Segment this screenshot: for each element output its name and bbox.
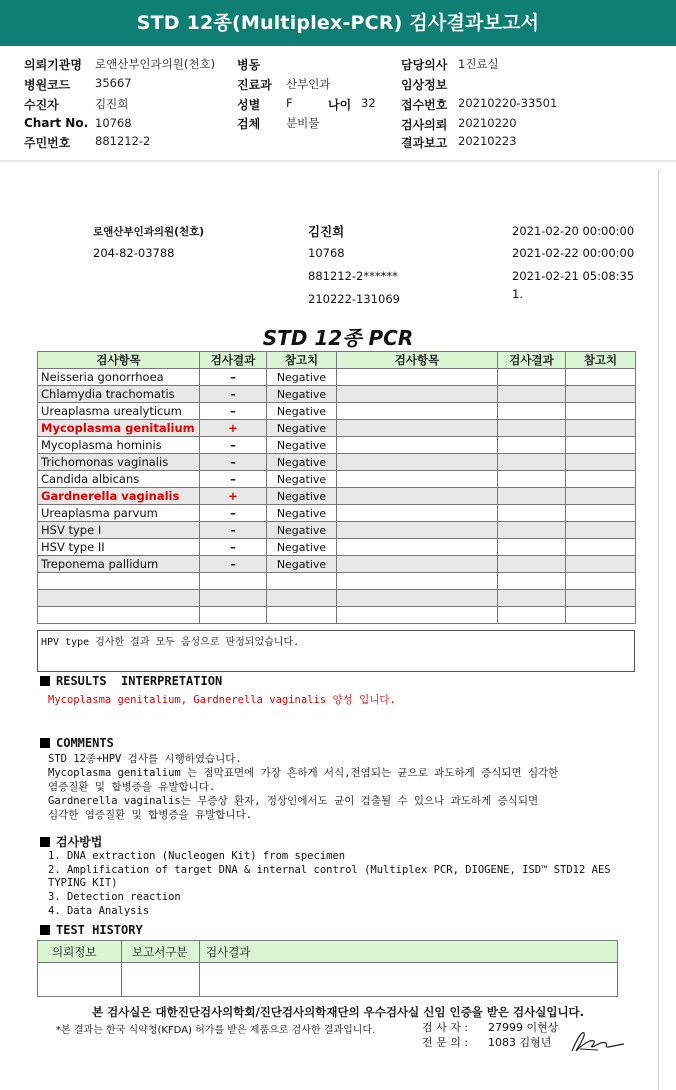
test-reference: Negative: [267, 403, 337, 420]
business-number: 204-82-03788: [93, 246, 175, 260]
empty-cell: [200, 573, 267, 590]
test-result: –: [200, 386, 267, 403]
request-date: [401, 116, 517, 133]
results-row: [38, 590, 636, 607]
empty-cell: [337, 573, 498, 590]
square-bullet-icon: [40, 676, 50, 686]
empty-cell: [566, 556, 636, 573]
empty-cell: [498, 607, 566, 624]
empty-cell: [267, 607, 337, 624]
empty-cell: [267, 573, 337, 590]
method-heading-text: 검사방법: [56, 835, 103, 849]
empty-cell: [498, 573, 566, 590]
tester-label: 검 사 자 :: [422, 1021, 469, 1034]
test-item-name: Treponema pallidum: [38, 556, 200, 573]
test-result: –: [200, 471, 267, 488]
empty-cell: [38, 573, 200, 590]
history-col-request-info: 의뢰정보: [38, 941, 122, 963]
empty-cell: [566, 437, 636, 454]
empty-cell: [267, 590, 337, 607]
interpretation-text: Mycoplasma genitalium, Gardnerella vaginalis 양성 입니다.: [48, 694, 396, 706]
method-line: TYPING KIT): [48, 877, 118, 889]
empty-cell: [498, 386, 566, 403]
empty-cell: [498, 505, 566, 522]
sex-value: F: [286, 96, 293, 110]
empty-cell: [566, 539, 636, 556]
empty-cell: [337, 369, 498, 386]
hospital-code-label: 병원코드: [24, 78, 71, 92]
test-result: –: [200, 403, 267, 420]
test-reference: Negative: [267, 539, 337, 556]
hpv-note-box: [37, 630, 635, 672]
empty-cell: [498, 369, 566, 386]
results-title: STD 12종 PCR: [262, 326, 414, 350]
test-reference: Negative: [267, 386, 337, 403]
col-header-reference: 참고치: [267, 352, 337, 369]
test-result: –: [200, 522, 267, 539]
request-date-label: 검사의뢰: [401, 118, 448, 132]
empty-cell: [566, 488, 636, 505]
patient-resident-masked: 881212-2******: [308, 269, 398, 283]
test-reference: Negative: [267, 437, 337, 454]
specialist-label: 전 문 의 :: [422, 1036, 469, 1049]
method-line: 4. Data Analysis: [48, 905, 150, 917]
report-title: STD 12종(Multiplex-PCR) 검사결과보고서: [0, 0, 676, 46]
empty-cell: [566, 607, 636, 624]
history-cell: [122, 963, 200, 997]
comment-line: 염증질환 및 합병증을 유발합니다.: [48, 781, 216, 793]
empty-cell: [498, 522, 566, 539]
test-item-name: Candida albicans: [38, 471, 200, 488]
signature-icon: [568, 1027, 628, 1055]
patient-chart: 10768: [308, 246, 345, 260]
test-item-name: Mycoplasma hominis: [38, 437, 200, 454]
request-org-value: 로앤산부인과의원(천호): [95, 57, 216, 71]
empty-cell: [566, 573, 636, 590]
patient-name: 김진희: [308, 224, 345, 239]
method-heading: [40, 833, 102, 850]
empty-cell: [200, 607, 267, 624]
results-row: [38, 607, 636, 624]
doctor-label: 담당의사: [401, 58, 448, 72]
date-collected: 2021-02-20 00:00:00: [512, 224, 635, 238]
dept-label: 진료과: [237, 78, 272, 92]
tester-value: 27999 이현상: [488, 1021, 559, 1034]
resident-no-value: 881212-2: [95, 134, 151, 148]
empty-cell: [566, 454, 636, 471]
empty-cell: [337, 386, 498, 403]
history-cell: [200, 963, 618, 997]
history-heading-text: TEST HISTORY: [56, 923, 143, 937]
empty-cell: [498, 437, 566, 454]
receipt-no: [401, 96, 558, 113]
empty-cell: [337, 522, 498, 539]
sex: [237, 96, 293, 113]
results-row: [38, 573, 636, 590]
specialist-value: 1083 김형년: [488, 1036, 552, 1049]
col-header-result: 검사결과: [200, 352, 267, 369]
method-line: 2. Amplification of target DNA & internal control (Multiplex PCR, DIOGENE, ISD™ STD12 AES: [48, 864, 611, 876]
method-line: 3. Detection reaction: [48, 891, 181, 903]
square-bullet-icon: [40, 738, 50, 748]
results-row: [38, 556, 636, 573]
empty-cell: [337, 556, 498, 573]
empty-cell: [337, 590, 498, 607]
specimen-label: 검체: [237, 117, 261, 131]
comment-line: Mycoplasma genitalium 는 점막표면에 가장 흔하게 서식,전염되는 균으로 과도하게 증식되면 심각한: [48, 767, 559, 779]
report-date-value: 20210223: [458, 134, 517, 148]
age-value: 32: [361, 96, 376, 110]
results-row: [38, 488, 636, 505]
empty-cell: [337, 437, 498, 454]
history-cell: [38, 963, 122, 997]
resident-no-label: 주민번호: [24, 136, 71, 150]
test-result: –: [200, 454, 267, 471]
square-bullet-icon: [40, 925, 50, 935]
chart-no-value: 10768: [95, 116, 132, 130]
comment-line: 심각한 염증질환 및 합병증을 유발합니다.: [48, 809, 253, 821]
col-header-result-2: 검사결과: [498, 352, 566, 369]
test-item-name: HSV type I: [38, 522, 200, 539]
empty-cell: [337, 403, 498, 420]
results-row: [38, 403, 636, 420]
empty-cell: [498, 420, 566, 437]
test-item-name: Trichomonas vaginalis: [38, 454, 200, 471]
empty-cell: [337, 420, 498, 437]
comment-line: Gardnerella vaginalis는 무증상 환자, 정상인에서도 균이 검출될 수 있으나 과도하게 증식되면: [48, 795, 539, 807]
empty-cell: [337, 488, 498, 505]
request-org-label: 의뢰기관명: [24, 58, 82, 72]
clinic-name: 로앤산부인과의원(천호): [93, 226, 205, 238]
empty-cell: [566, 471, 636, 488]
history-row: [38, 963, 618, 997]
page-edge-line: [658, 170, 659, 1090]
test-result: –: [200, 437, 267, 454]
empty-cell: [498, 403, 566, 420]
empty-cell: [566, 590, 636, 607]
clinical-info: [401, 76, 447, 93]
test-reference: Negative: [267, 471, 337, 488]
col-header-item-2: 검사항목: [337, 352, 498, 369]
receipt-no-label: 접수번호: [401, 98, 448, 112]
empty-cell: [498, 471, 566, 488]
request-org: [24, 56, 216, 73]
specimen: [237, 115, 320, 132]
empty-cell: [337, 505, 498, 522]
empty-cell: [566, 386, 636, 403]
test-result: –: [200, 556, 267, 573]
ward-label: 병동: [237, 58, 261, 72]
test-item-name: Mycoplasma genitalium: [38, 420, 200, 437]
empty-cell: [566, 369, 636, 386]
ward: [237, 56, 260, 73]
empty-cell: [38, 607, 200, 624]
empty-cell: [498, 590, 566, 607]
age: [328, 96, 376, 113]
empty-cell: [498, 539, 566, 556]
patient-label: 수진자: [24, 98, 59, 112]
history-heading: [40, 923, 143, 937]
empty-cell: [337, 607, 498, 624]
empty-cell: [200, 590, 267, 607]
square-bullet-icon: [40, 837, 50, 847]
dept-value: 산부인과: [286, 77, 331, 91]
test-result: –: [200, 505, 267, 522]
test-item-name: Neisseria gonorrhoea: [38, 369, 200, 386]
dept: [237, 76, 331, 93]
test-reference: Negative: [267, 369, 337, 386]
method-line: 1. DNA extraction (Nucleogen Kit) from specimen: [48, 850, 346, 862]
empty-cell: [337, 454, 498, 471]
test-reference: Negative: [267, 505, 337, 522]
kfda-note: *본 결과는 한국 식약청(KFDA) 허가를 받은 제품으로 검사한 결과입니다.: [56, 1025, 376, 1036]
empty-cell: [337, 539, 498, 556]
test-result: +: [200, 488, 267, 505]
empty-cell: [566, 505, 636, 522]
test-result: +: [200, 420, 267, 437]
test-item-name: Gardnerella vaginalis: [38, 488, 200, 505]
receipt-no-value: 20210220-33501: [458, 96, 558, 110]
resident-no: [24, 134, 151, 151]
report-date: [401, 134, 517, 151]
empty-cell: [566, 420, 636, 437]
results-row: [38, 539, 636, 556]
header-divider: [0, 160, 676, 162]
empty-cell: [498, 488, 566, 505]
results-row: [38, 369, 636, 386]
results-row: [38, 386, 636, 403]
test-reference: Negative: [267, 556, 337, 573]
empty-cell: [566, 403, 636, 420]
results-header-row: [38, 352, 636, 369]
hpv-note: HPV type 검사한 결과 모두 음성으로 판정되었습니다.: [41, 637, 300, 648]
age-label: 나이: [328, 98, 352, 112]
chart-no: [24, 116, 132, 130]
test-reference: Negative: [267, 420, 337, 437]
test-reference: Negative: [267, 522, 337, 539]
empty-cell: [498, 454, 566, 471]
results-table: [37, 351, 636, 624]
hospital-code-value: 35667: [95, 76, 132, 90]
patient-value: 김진희: [95, 97, 129, 111]
results-row: [38, 505, 636, 522]
results-row: [38, 454, 636, 471]
chart-no-label: Chart No.: [24, 116, 89, 130]
date-tested-suffix: 1.: [512, 287, 523, 301]
test-result: –: [200, 539, 267, 556]
request-date-value: 20210220: [458, 116, 517, 130]
results-row: [38, 522, 636, 539]
empty-cell: [337, 471, 498, 488]
empty-cell: [566, 522, 636, 539]
clinical-info-label: 임상정보: [401, 78, 448, 92]
sex-label: 성별: [237, 98, 261, 112]
empty-cell: [38, 590, 200, 607]
results-row: [38, 471, 636, 488]
certification-note: 본 검사실은 대한진단검사의학회/진단검사의학재단의 우수검사실 신임 인증을 받은 검사실입니다.: [91, 1005, 585, 1019]
doctor-value: 1진료실: [458, 57, 499, 71]
patient: [24, 96, 129, 113]
test-item-name: Ureaplasma urealyticum: [38, 403, 200, 420]
results-row: [38, 437, 636, 454]
interpretation-heading-text: RESULTS INTERPRETATION: [56, 674, 223, 688]
comments-heading: [40, 736, 114, 750]
test-item-name: Chlamydia trachomatis: [38, 386, 200, 403]
test-item-name: Ureaplasma parvum: [38, 505, 200, 522]
test-reference: Negative: [267, 488, 337, 505]
results-row: [38, 420, 636, 437]
history-table: [37, 940, 618, 997]
date-received: 2021-02-22 00:00:00: [512, 246, 635, 260]
hospital-code: [24, 76, 132, 93]
col-header-reference-2: 참고치: [566, 352, 636, 369]
specimen-value: 분비물: [286, 116, 320, 130]
interpretation-heading: [40, 674, 222, 688]
comments-heading-text: COMMENTS: [56, 736, 114, 750]
col-header-item: 검사항목: [38, 352, 200, 369]
doctor: [401, 56, 499, 73]
history-col-report-type: 보고서구분: [122, 941, 200, 963]
test-result: –: [200, 369, 267, 386]
report-date-label: 결과보고: [401, 136, 448, 150]
empty-cell: [498, 556, 566, 573]
test-reference: Negative: [267, 454, 337, 471]
history-col-result: 검사결과: [200, 941, 618, 963]
comment-line: STD 12종+HPV 검사를 시행하였습니다.: [48, 753, 242, 765]
history-header-row: [38, 941, 618, 963]
sample-id: 210222-131069: [308, 292, 400, 306]
date-tested: 2021-02-21 05:08:35: [512, 269, 635, 283]
test-item-name: HSV type II: [38, 539, 200, 556]
